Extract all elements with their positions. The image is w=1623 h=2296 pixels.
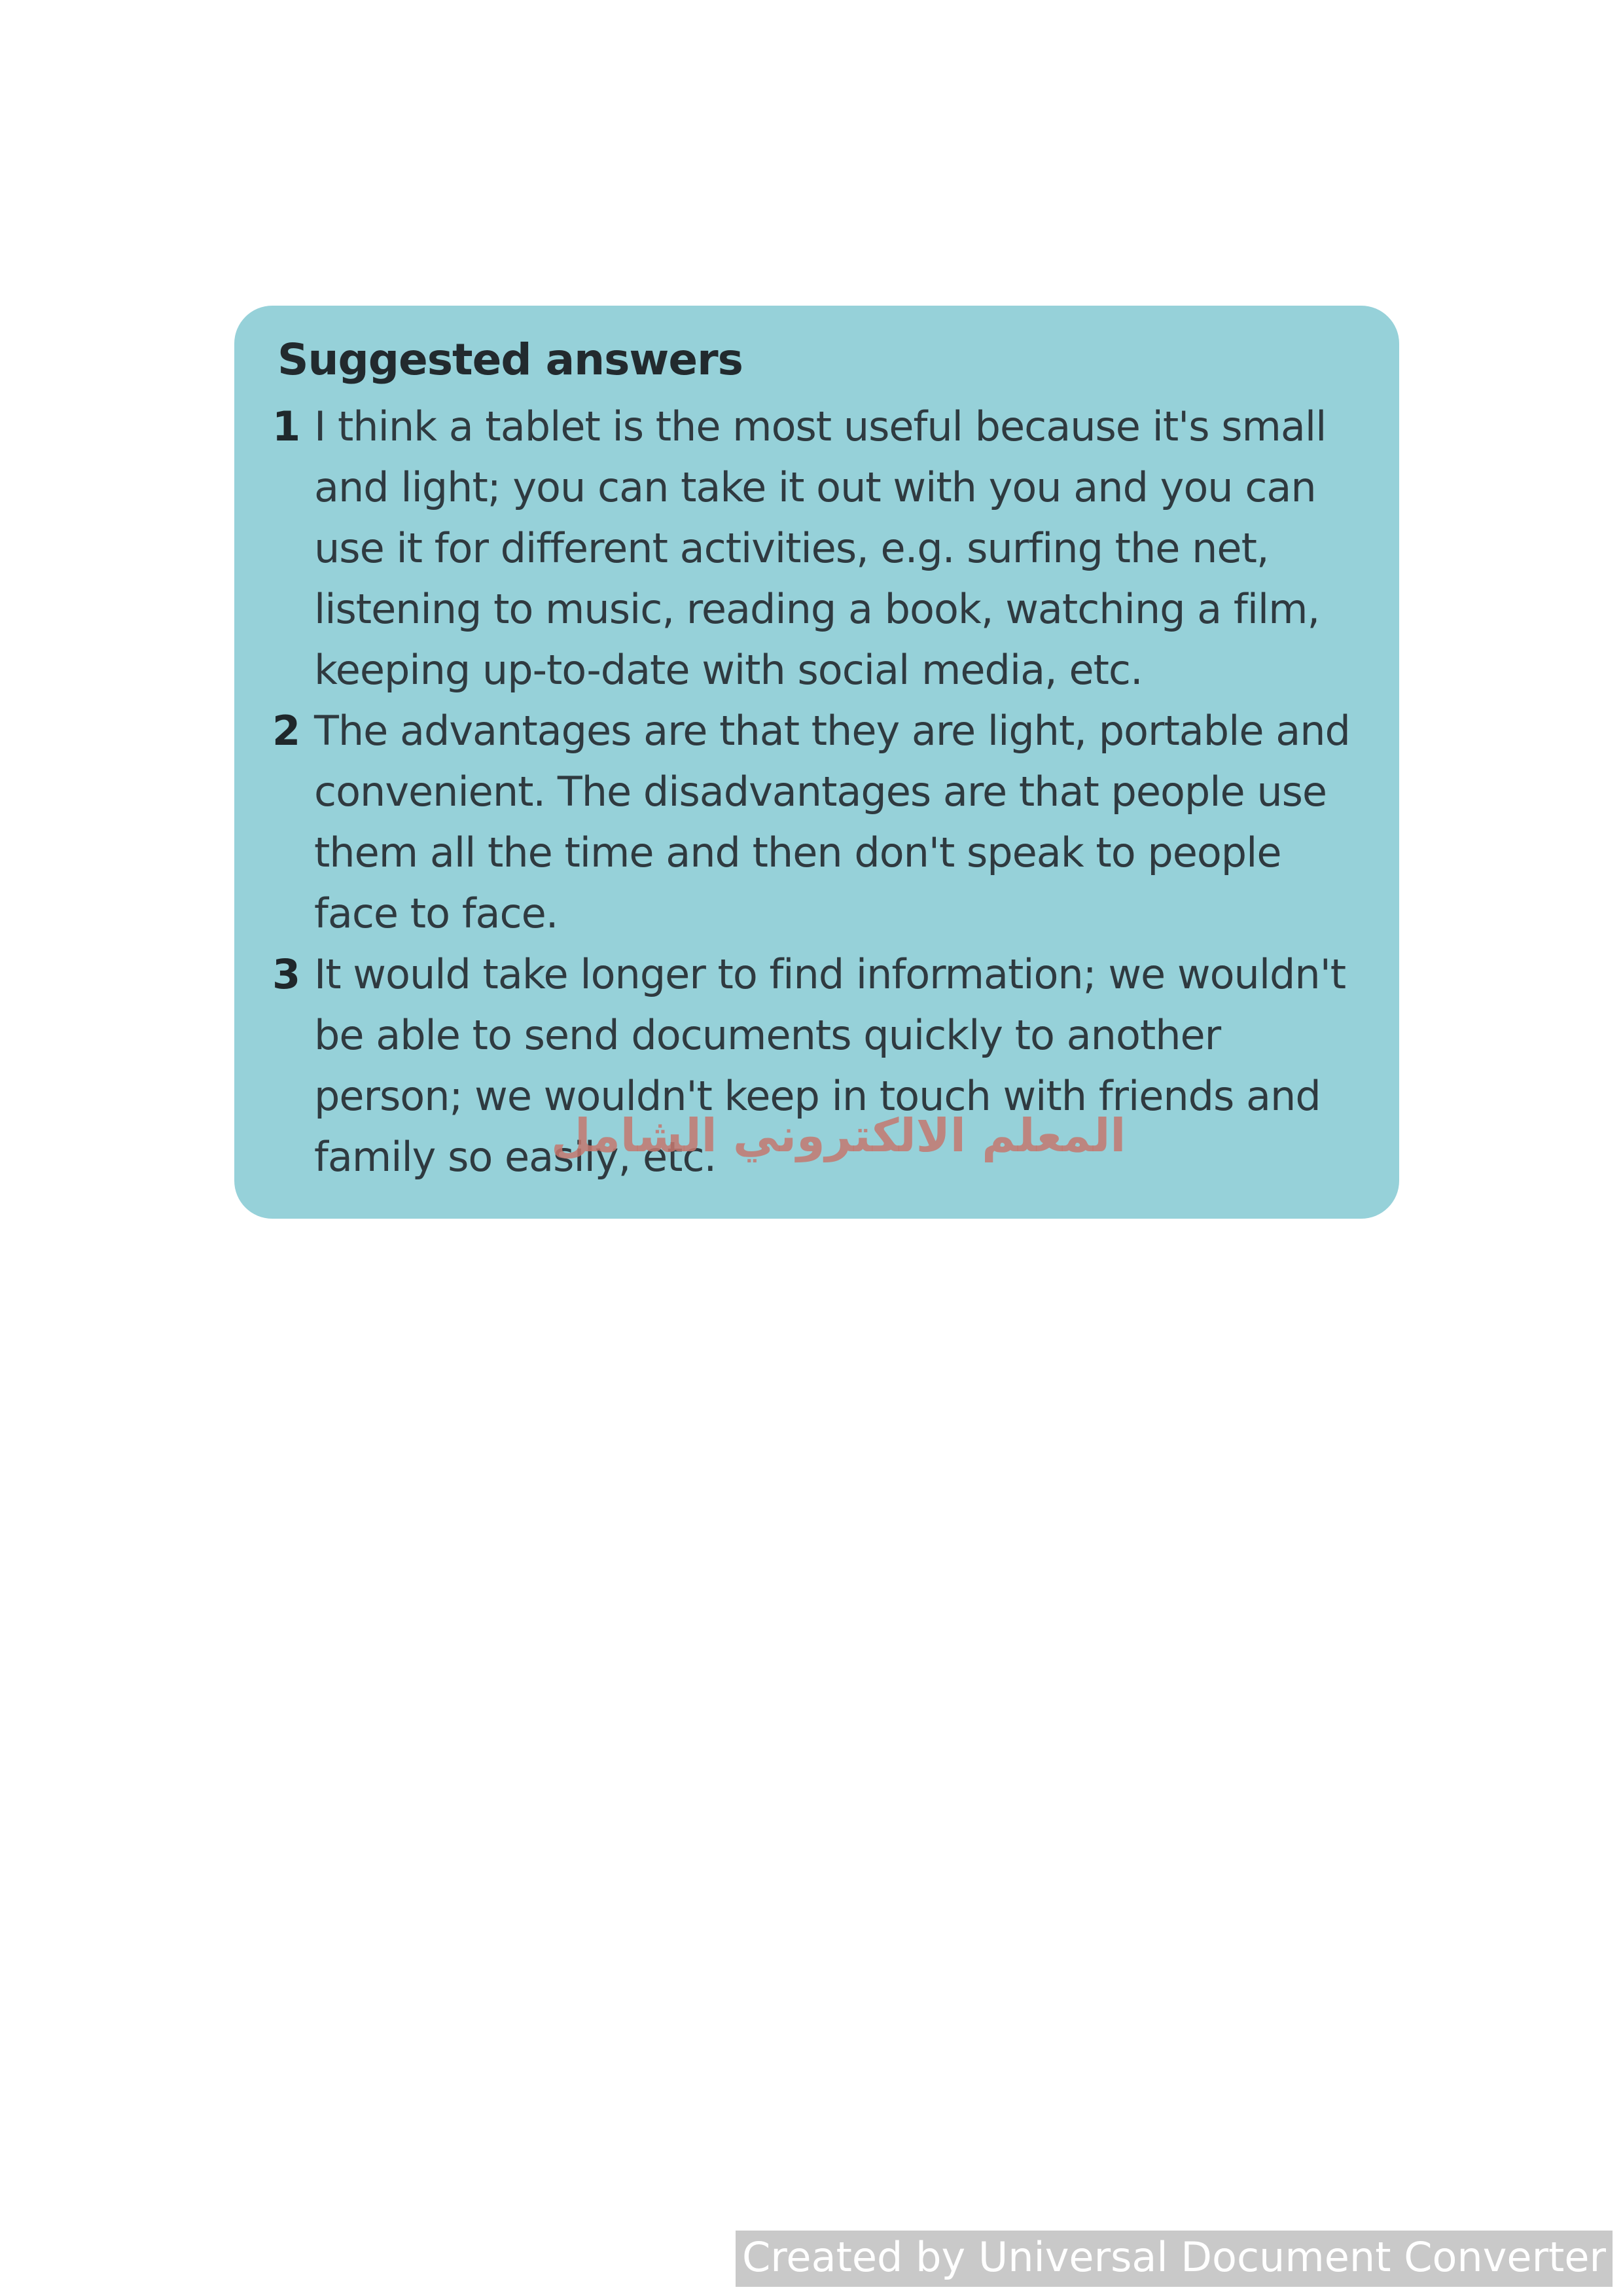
box-title: Suggested answers — [277, 334, 743, 385]
answer-list — [272, 396, 1360, 1187]
answer-item-2 — [272, 700, 1360, 944]
answer-text: The advantages are that they are light, portable and convenient. The disadvantages are that people use them all the time and then don't speak to people face to face. — [314, 707, 1350, 937]
answer-item-1 — [272, 396, 1360, 700]
answer-number: 1 — [272, 403, 300, 450]
answer-number: 2 — [272, 707, 300, 755]
suggested-answers-box — [234, 306, 1399, 1219]
answer-number: 3 — [272, 950, 300, 998]
watermark-text: المعلم الالكتروني الشامل — [551, 1109, 1126, 1162]
converter-footer: Created by Universal Document Converter — [736, 2231, 1613, 2287]
answer-text: It would take longer to find information; we wouldn't be able to send documents quickly to another person; we wouldn't keep in touch with friends and family so easily, etc. — [314, 950, 1346, 1181]
answer-text: I think a tablet is the most useful because it's small and light; you can take it out with you and you can use it for different activities, e.g. surfing the net, listening to music, reading a book, watching a film, keeping up-to-date with social media, etc. — [314, 403, 1327, 694]
